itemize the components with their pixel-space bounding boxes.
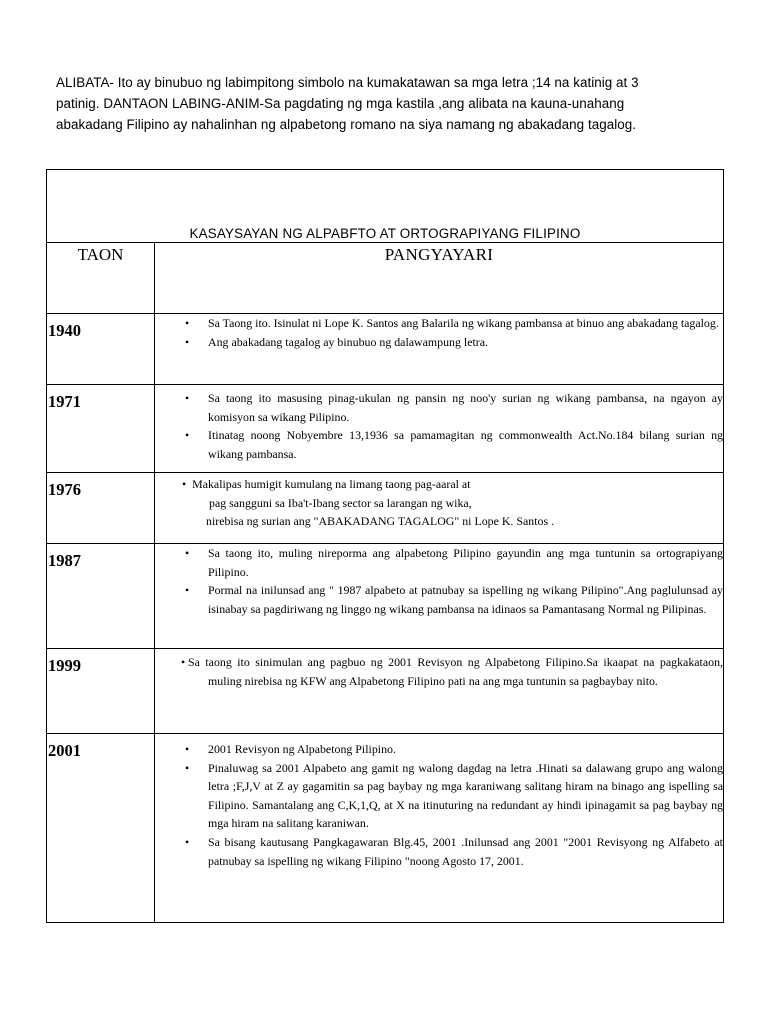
event-text: Sa bisang kautusang Pangkagawaran Blg.45, 2001 .Inilunsad ang 2001 "2001 Revisyong ng Alfabeto at patnubay sa ispelling ng wikang Filipino "noong Agosto 17, 2001. — [208, 834, 723, 868]
event-item — [155, 426, 723, 463]
header-year: TAON — [77, 245, 124, 264]
intro-line: patinig. DANTAON LABING-ANIM-Sa pagdating ng mga kastila ,ang alibata na kauna-unahang — [56, 96, 625, 111]
event-item — [155, 653, 723, 690]
table-row — [47, 544, 723, 649]
table-grid — [47, 243, 723, 922]
event-item — [155, 740, 723, 759]
event-item — [155, 581, 723, 618]
row-events — [155, 389, 723, 463]
table-header-row — [47, 243, 723, 314]
bullet-icon: • — [185, 760, 190, 775]
event-text: Sa taong ito, muling nireporma ang alpabetong Pilipino gayundin ang mga tuntunin sa ortograpiyang Pilipino. — [208, 546, 723, 579]
table-row — [47, 473, 723, 544]
row-events — [155, 475, 723, 531]
row-events — [155, 544, 723, 618]
intro-line: abakadang Filipino ay nahalinhan ng alpabetong romano na siya namang ng abakadang tagalog. — [56, 117, 636, 132]
event-text: Ang abakadang tagalog ay binubuo ng dalawampung letra. — [208, 334, 489, 349]
event-item — [155, 544, 723, 581]
intro-line: ALIBATA- Ito ay binubuo ng labimpitong simbolo na kumakatawan sa mga letra ;14 na katinig at 3 — [56, 75, 639, 90]
row-year: 1976 — [48, 480, 81, 499]
row-year: 1987 — [48, 551, 81, 570]
table-row — [47, 734, 723, 924]
event-text: Sa taong ito sinimulan ang pagbuo ng 2001 Revisyon ng Alpabetong Filipino.Sa ikaapat na pagkakataon, muling nirebisa ng KFW ang Alpabetong Filipino pati na ang mga tuntunin sa pagbaybay nito. — [188, 655, 723, 688]
event-text: Makalipas humigit kumulang na limang taong pag-aaral at — [192, 477, 471, 491]
history-table — [46, 169, 724, 923]
bullet-icon: • — [185, 428, 190, 443]
table-row — [47, 385, 723, 473]
bullet-icon: • — [185, 334, 190, 349]
event-line: pag sangguni sa Iba't-Ibang sector sa larangan ng wika, — [209, 495, 472, 510]
event-text: Pinaluwag sa 2001 Alpabeto ang gamit ng walong dagdag na letra .Hinati sa dalawang grupo ang walong letra ;F,J,V at Z ay gagamitin sa pag baybay ng mga karaniwang salitang hiram na binago ang ispelling sa Filipino. Samantalang ang C,K,1,Q, at X na itinuturing na redundant ay hindi ipinagamit sa pag baybay ng mga hiram na salitang karaniwan. — [208, 760, 723, 831]
event-text: Pormal na inilunsad ang " 1987 alpabeto at patnubay sa ispelling ng wikang Pilipino".Ang paglulunsad ay isinabay sa pagdiriwang ng linggo ng wikang pambansa na idinaos sa Pamantasang Normal ng Pilipinas. — [208, 583, 723, 616]
bullet-icon: • — [185, 583, 190, 598]
bullet-icon: • — [185, 742, 190, 756]
row-events — [155, 314, 723, 351]
bullet-icon: • — [185, 391, 190, 405]
event-text: Sa Taong ito. Isinulat ni Lope K. Santos ang Balarila ng wikang pambansa at binuo ang abakadang tagalog. — [208, 316, 719, 330]
event-item — [155, 333, 723, 352]
row-events — [155, 740, 723, 870]
event-item — [155, 314, 723, 333]
bullet-icon: • — [185, 316, 190, 330]
bullet-icon: • — [185, 834, 190, 849]
table-row — [47, 314, 723, 385]
row-year: 1940 — [48, 321, 81, 340]
row-year: 1971 — [48, 392, 81, 411]
event-item — [155, 759, 723, 833]
row-year: 2001 — [48, 741, 81, 760]
event-item — [155, 389, 723, 426]
table-title: KASAYSAYAN NG ALPABFTO AT ORTOGRAPIYANG FILIPINO — [189, 226, 581, 241]
intro-paragraph — [56, 72, 696, 135]
event-line — [182, 475, 723, 494]
row-events — [155, 653, 723, 690]
bullet-icon: • — [182, 477, 187, 491]
event-line: nirebisa ng surian ang "ABAKADANG TAGALOG" ni Lope K. Santos . — [206, 514, 555, 529]
table-title-band — [47, 170, 723, 243]
event-item — [155, 833, 723, 870]
table-row — [47, 649, 723, 734]
header-event: PANGYAYARI — [384, 245, 494, 264]
event-text: 2001 Revisyon ng Alpabetong Pilipino. — [208, 742, 396, 756]
bullet-icon: • — [181, 655, 186, 669]
event-text: Itinatag noong Nobyembre 13,1936 sa pamamagitan ng commonwealth Act.No.184 bilang surian ng wikang pambansa. — [208, 428, 723, 461]
row-year: 1999 — [48, 656, 81, 675]
bullet-icon: • — [185, 546, 190, 560]
event-text: Sa taong ito masusing pinag-ukulan ng pansin ng noo'y surian ng wikang pambansa, na ngayon ay komisyon sa wikang Pilipino. — [208, 391, 723, 424]
